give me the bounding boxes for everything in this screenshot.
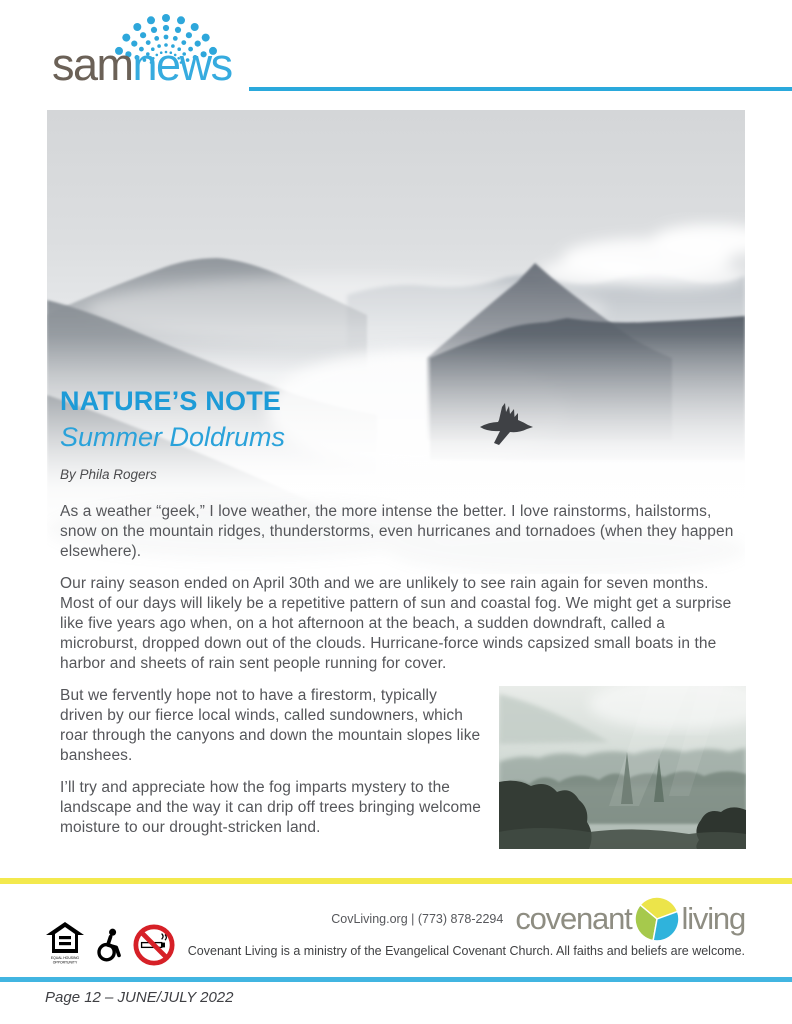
yellow-rule — [0, 878, 792, 884]
section-kicker: NATURE’S NOTE — [60, 386, 282, 416]
samnews-logo — [52, 39, 232, 90]
page-number-line: Page 12 – JUNE/JULY 2022 — [45, 989, 234, 1006]
footer-brand-row — [331, 893, 745, 945]
brand-word-covenant: covenant — [515, 901, 632, 936]
equal-housing-icon — [45, 921, 85, 967]
inset-photo-foggy-landscape — [499, 686, 746, 849]
paragraph-1: As a weather “geek,” I love weather, the more intense the better. I love rainstorms, hailstorms, snow on the mountain ridges, thunderstorms, even hurricanes and tornadoes (when they happen elsewhere). — [60, 503, 734, 560]
bottom-blue-rule — [0, 977, 792, 982]
eho-caption-line1: EQUAL HOUSING — [50, 956, 80, 960]
logo-text-news: news — [132, 39, 232, 90]
article-body — [60, 502, 746, 859]
article-byline: By Phila Rogers — [60, 467, 157, 482]
hero-heading-block — [60, 386, 285, 482]
brand-word-living: living — [681, 901, 745, 936]
paragraph-3: But we fervently hope not to have a firestorm, typically driven by our fierce local winds, called sundowners, which roar through the canyons and down the mountain slopes like banshees. — [60, 687, 481, 764]
article-title: Summer Doldrums — [60, 422, 286, 452]
header-rule — [249, 87, 792, 91]
paragraph-4: I’ll try and appreciate how the fog imparts mystery to the landscape and the way it can drip off trees bringing welcome moisture to our drought-stricken land. — [60, 779, 482, 836]
accessibility-icon — [93, 924, 125, 966]
eho-caption-line2: OPPORTUNITY — [52, 960, 78, 965]
paragraph-2: Our rainy season ended on April 30th and we are unlikely to see rain again for seven months. Most of our days will likely be a repetitive pattern of sun and coastal fog. We might get a surprise like five years ago when, on a hot afternoon at the beach, a sudden downdraft, called a microburst, dropped down out of the clouds. Hurricane-force winds capsized small boats in the harbor and sheets of rain sent people running for cover. — [60, 575, 732, 672]
paragraph-group-with-inset — [60, 686, 746, 838]
contact-info: CovLiving.org | (773) 878-2294 — [331, 912, 504, 926]
logo-text-sam: sam — [52, 39, 133, 90]
covenant-circle-icon — [634, 896, 680, 942]
covenant-living-logo — [515, 896, 745, 942]
foggy-trees-image — [499, 686, 746, 849]
ministry-statement: Covenant Living is a ministry of the Evangelical Covenant Church. All faiths and beliefs are welcome. — [187, 944, 745, 958]
